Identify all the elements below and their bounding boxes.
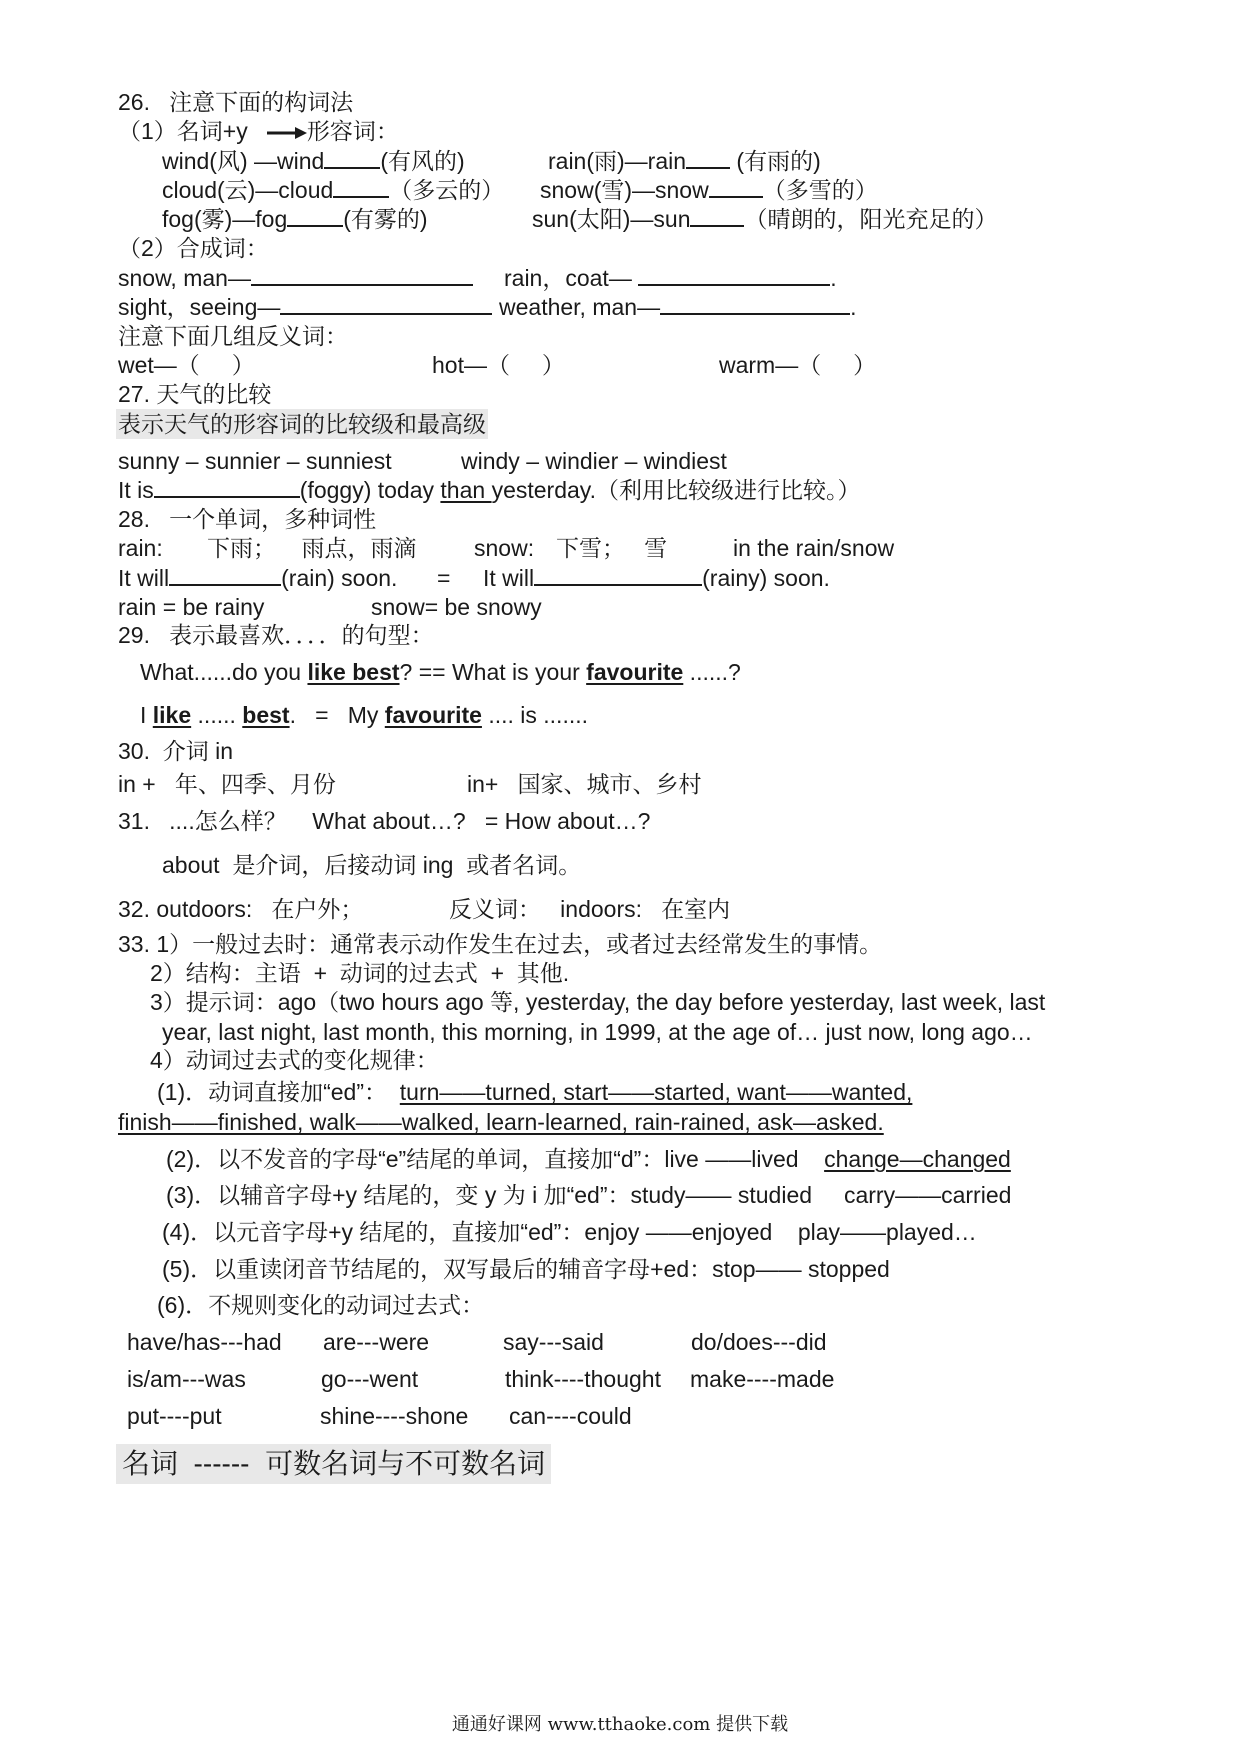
foggy-mid: (foggy) today [299, 477, 441, 503]
wind-suffix: (有风的) [380, 148, 465, 174]
compound-sightseeing [118, 293, 492, 321]
raincoat-label: rain，coat— [504, 265, 639, 291]
cloud-blank[interactable] [333, 178, 389, 198]
next-section-heading: 名词 ------ 可数名词与不可数名词 [116, 1444, 551, 1484]
irregular-cell: do/does---did [691, 1329, 827, 1355]
sub1-label: （1）名词+y [118, 118, 267, 144]
rain-label: rain: [118, 535, 163, 561]
wind-blank[interactable] [324, 149, 380, 169]
favourite-keyword: favourite [586, 659, 684, 685]
rule-4: (4)．以元音字母+y 结尾的，直接加“ed”：enjoy ——enjoyed play——played… [162, 1219, 977, 1245]
snow-label: snow: [474, 535, 535, 561]
irregular-cell: go---went [321, 1366, 419, 1392]
snowman-label: snow, man— [118, 265, 251, 291]
like-keyword: like [152, 702, 192, 728]
section-26-sub1 [118, 117, 399, 145]
like-best-keyword: like best [307, 659, 400, 685]
section-31-note: about 是介词，后接动词 ing 或者名词。 [162, 852, 582, 878]
cloud-row [162, 176, 504, 204]
fog-blank[interactable] [287, 207, 343, 227]
section-26-title: 26. 注意下面的构词法 [118, 89, 354, 115]
right-arrow-icon [267, 126, 307, 140]
sunny-compare: sunny – sunnier – sunniest [118, 448, 392, 474]
foggy-prefix: It is [118, 477, 154, 503]
rule-3: (3)．以辅音字母+y 结尾的，变 y 为 i 加“ed”：study—— studied carry——carried [166, 1182, 1012, 1208]
weatherman-label: weather, man— [499, 294, 661, 320]
section-27-highlight [116, 410, 488, 438]
raincoat-period: . [830, 265, 837, 291]
section-31-line: 31. ....怎么样？ What about…? = How about…? [118, 808, 651, 834]
section-30-title: 30. 介词 in [118, 738, 234, 764]
in-the-rain: in the rain/snow [733, 535, 895, 561]
rain-equation: rain = be rainy [118, 594, 265, 620]
will1-prefix: It will [118, 565, 170, 591]
rain-blank[interactable] [686, 149, 730, 169]
past-tense-signals: 3）提示词：ago（two hours ago 等, yesterday, the day before yesterday, last week, last [150, 989, 1046, 1015]
rain-meaning: 下雨； 雨点，雨滴 [207, 535, 417, 561]
fog-suffix: (有雾的) [343, 206, 428, 232]
fog-row [162, 205, 428, 233]
irregular-cell: put----put [127, 1403, 222, 1429]
foggy-suffix: yesterday.（利用比较级进行比较。） [491, 477, 861, 503]
antonym-title: 注意下面几组反义词： [118, 323, 348, 349]
snow-row [540, 176, 878, 204]
will2-suffix: (rainy) soon. [702, 565, 830, 591]
cloud-prefix: cloud(云)—cloud [162, 177, 334, 203]
past-tense-rules-title: 4）动词过去式的变化规律： [150, 1047, 439, 1073]
highlight-text: 表示天气的形容词的比较级和最高级 [118, 411, 486, 437]
favourite-question [140, 658, 741, 686]
compound-title: （2）合成词： [118, 235, 269, 261]
a-mid2: . = My [289, 702, 385, 728]
past-tense-signals-cont: year, last night, last month, this morning, in 1999, at the age of… just now, long ago… [162, 1019, 1033, 1045]
wind-row [162, 147, 465, 175]
past-tense-definition: 33. 1）一般过去时：通常表示动作发生在过去，或者过去经常发生的事情。 [118, 931, 883, 957]
snow-prefix: snow(雪)—snow [540, 177, 709, 203]
irregular-cell: have/has---had [127, 1329, 282, 1355]
rule-1 [157, 1078, 912, 1106]
rain-prefix: rain(雨)—rain [548, 148, 687, 174]
indoors: 反义词： indoors: 在室内 [449, 896, 731, 922]
sun-row [532, 205, 997, 233]
foggy-sentence [118, 476, 860, 504]
rule-5: (5)．以重读闭音节结尾的，双写最后的辅音字母+ed：stop—— stopped [162, 1256, 890, 1282]
rule-1-cont [118, 1108, 884, 1136]
sub1-suffix: 形容词： [306, 118, 399, 144]
section-27-title: 27. 天气的比较 [118, 381, 272, 407]
in-place: in+ 国家、城市、乡村 [467, 771, 702, 797]
rain-row [548, 147, 821, 175]
irregular-cell: say---said [503, 1329, 604, 1355]
will2-prefix: It will [483, 565, 535, 591]
snow-blank[interactable] [709, 178, 763, 198]
snowman-blank[interactable] [251, 266, 473, 286]
weatherman-blank[interactable] [660, 295, 850, 315]
a-mid1: ...... [191, 702, 243, 728]
sun-prefix: sun(太阳)—sun [532, 206, 691, 232]
wind-prefix: wind(风) —wind [162, 148, 325, 174]
will-rainy-sentence [483, 564, 830, 592]
section-29-title: 29. 表示最喜欢．．．．的句型： [118, 622, 434, 648]
in-time: in + 年、四季、月份 [118, 771, 336, 797]
than-word: than [440, 477, 492, 503]
will-rainy-blank[interactable] [534, 566, 702, 586]
cloud-suffix: （多云的） [389, 177, 505, 203]
snow-equation: snow= be snowy [371, 594, 542, 620]
equals-sign: = [437, 565, 451, 591]
irregular-cell: can----could [509, 1403, 632, 1429]
a-suffix: .... is ....... [481, 702, 589, 728]
snow-suffix: （多雪的） [762, 177, 878, 203]
favourite-keyword-2: favourite [384, 702, 482, 728]
favourite-answer [140, 701, 588, 729]
irregular-cell: think----thought [505, 1366, 661, 1392]
will1-suffix: (rain) soon. [281, 565, 398, 591]
rule-1-examples: turn——turned, start——started, want——wanted, [399, 1079, 913, 1105]
irregular-cell: make----made [690, 1366, 835, 1392]
antonym-hot: hot—（ ） [432, 352, 565, 378]
q-prefix: What......do you [140, 659, 308, 685]
rule-1-examples-cont: finish——finished, walk——walked, learn-learned, rain-rained, ask—asked. [118, 1109, 884, 1135]
rule-1-label: (1)．动词直接加“ed”： [157, 1079, 400, 1105]
sun-suffix: （晴朗的，阳光充足的） [744, 206, 998, 232]
windy-compare: windy – windier – windiest [461, 448, 727, 474]
sightseeing-label: sight，seeing— [118, 294, 281, 320]
weatherman-period: . [850, 294, 857, 320]
footer-credit: 通通好课网 www.tthaoke.com 提供下载 [451, 1714, 789, 1735]
antonym-warm: warm—（ ） [719, 352, 877, 378]
best-keyword: best [242, 702, 290, 728]
will-rain-blank[interactable] [169, 566, 281, 586]
rule-2 [166, 1145, 1011, 1173]
antonym-wet: wet—（ ） [118, 352, 255, 378]
sun-blank[interactable] [690, 207, 744, 227]
foggy-blank[interactable] [154, 478, 300, 498]
compound-snowman [118, 264, 473, 292]
irregular-cell: shine----shone [320, 1403, 469, 1429]
outdoors: 32. outdoors: 在户外； [118, 896, 364, 922]
section-28-title: 28. 一个单词，多种词性 [118, 506, 377, 532]
rule-2-label: (2)．以不发音的字母“e”结尾的单词，直接加“d”：live ——lived [166, 1146, 825, 1172]
compound-raincoat [504, 264, 837, 292]
q-suffix: ......? [683, 659, 741, 685]
rain-suffix: (有雨的) [730, 148, 821, 174]
a-prefix: I [140, 702, 153, 728]
compound-weatherman [499, 293, 856, 321]
irregular-cell: are---were [323, 1329, 430, 1355]
q-mid: ? == What is your [399, 659, 587, 685]
sightseeing-blank[interactable] [280, 295, 492, 315]
rule-6: (6)．不规则变化的动词过去式： [157, 1292, 485, 1318]
snow-meaning: 下雪； 雪 [556, 535, 668, 561]
raincoat-blank[interactable] [638, 266, 830, 286]
past-tense-structure: 2）结构：主语 + 动词的过去式 + 其他. [150, 960, 570, 986]
rule-2-example: change—changed [824, 1146, 1011, 1172]
fog-prefix: fog(雾)—fog [162, 206, 288, 232]
will-rain-sentence [118, 564, 397, 592]
irregular-cell: is/am---was [127, 1366, 246, 1392]
